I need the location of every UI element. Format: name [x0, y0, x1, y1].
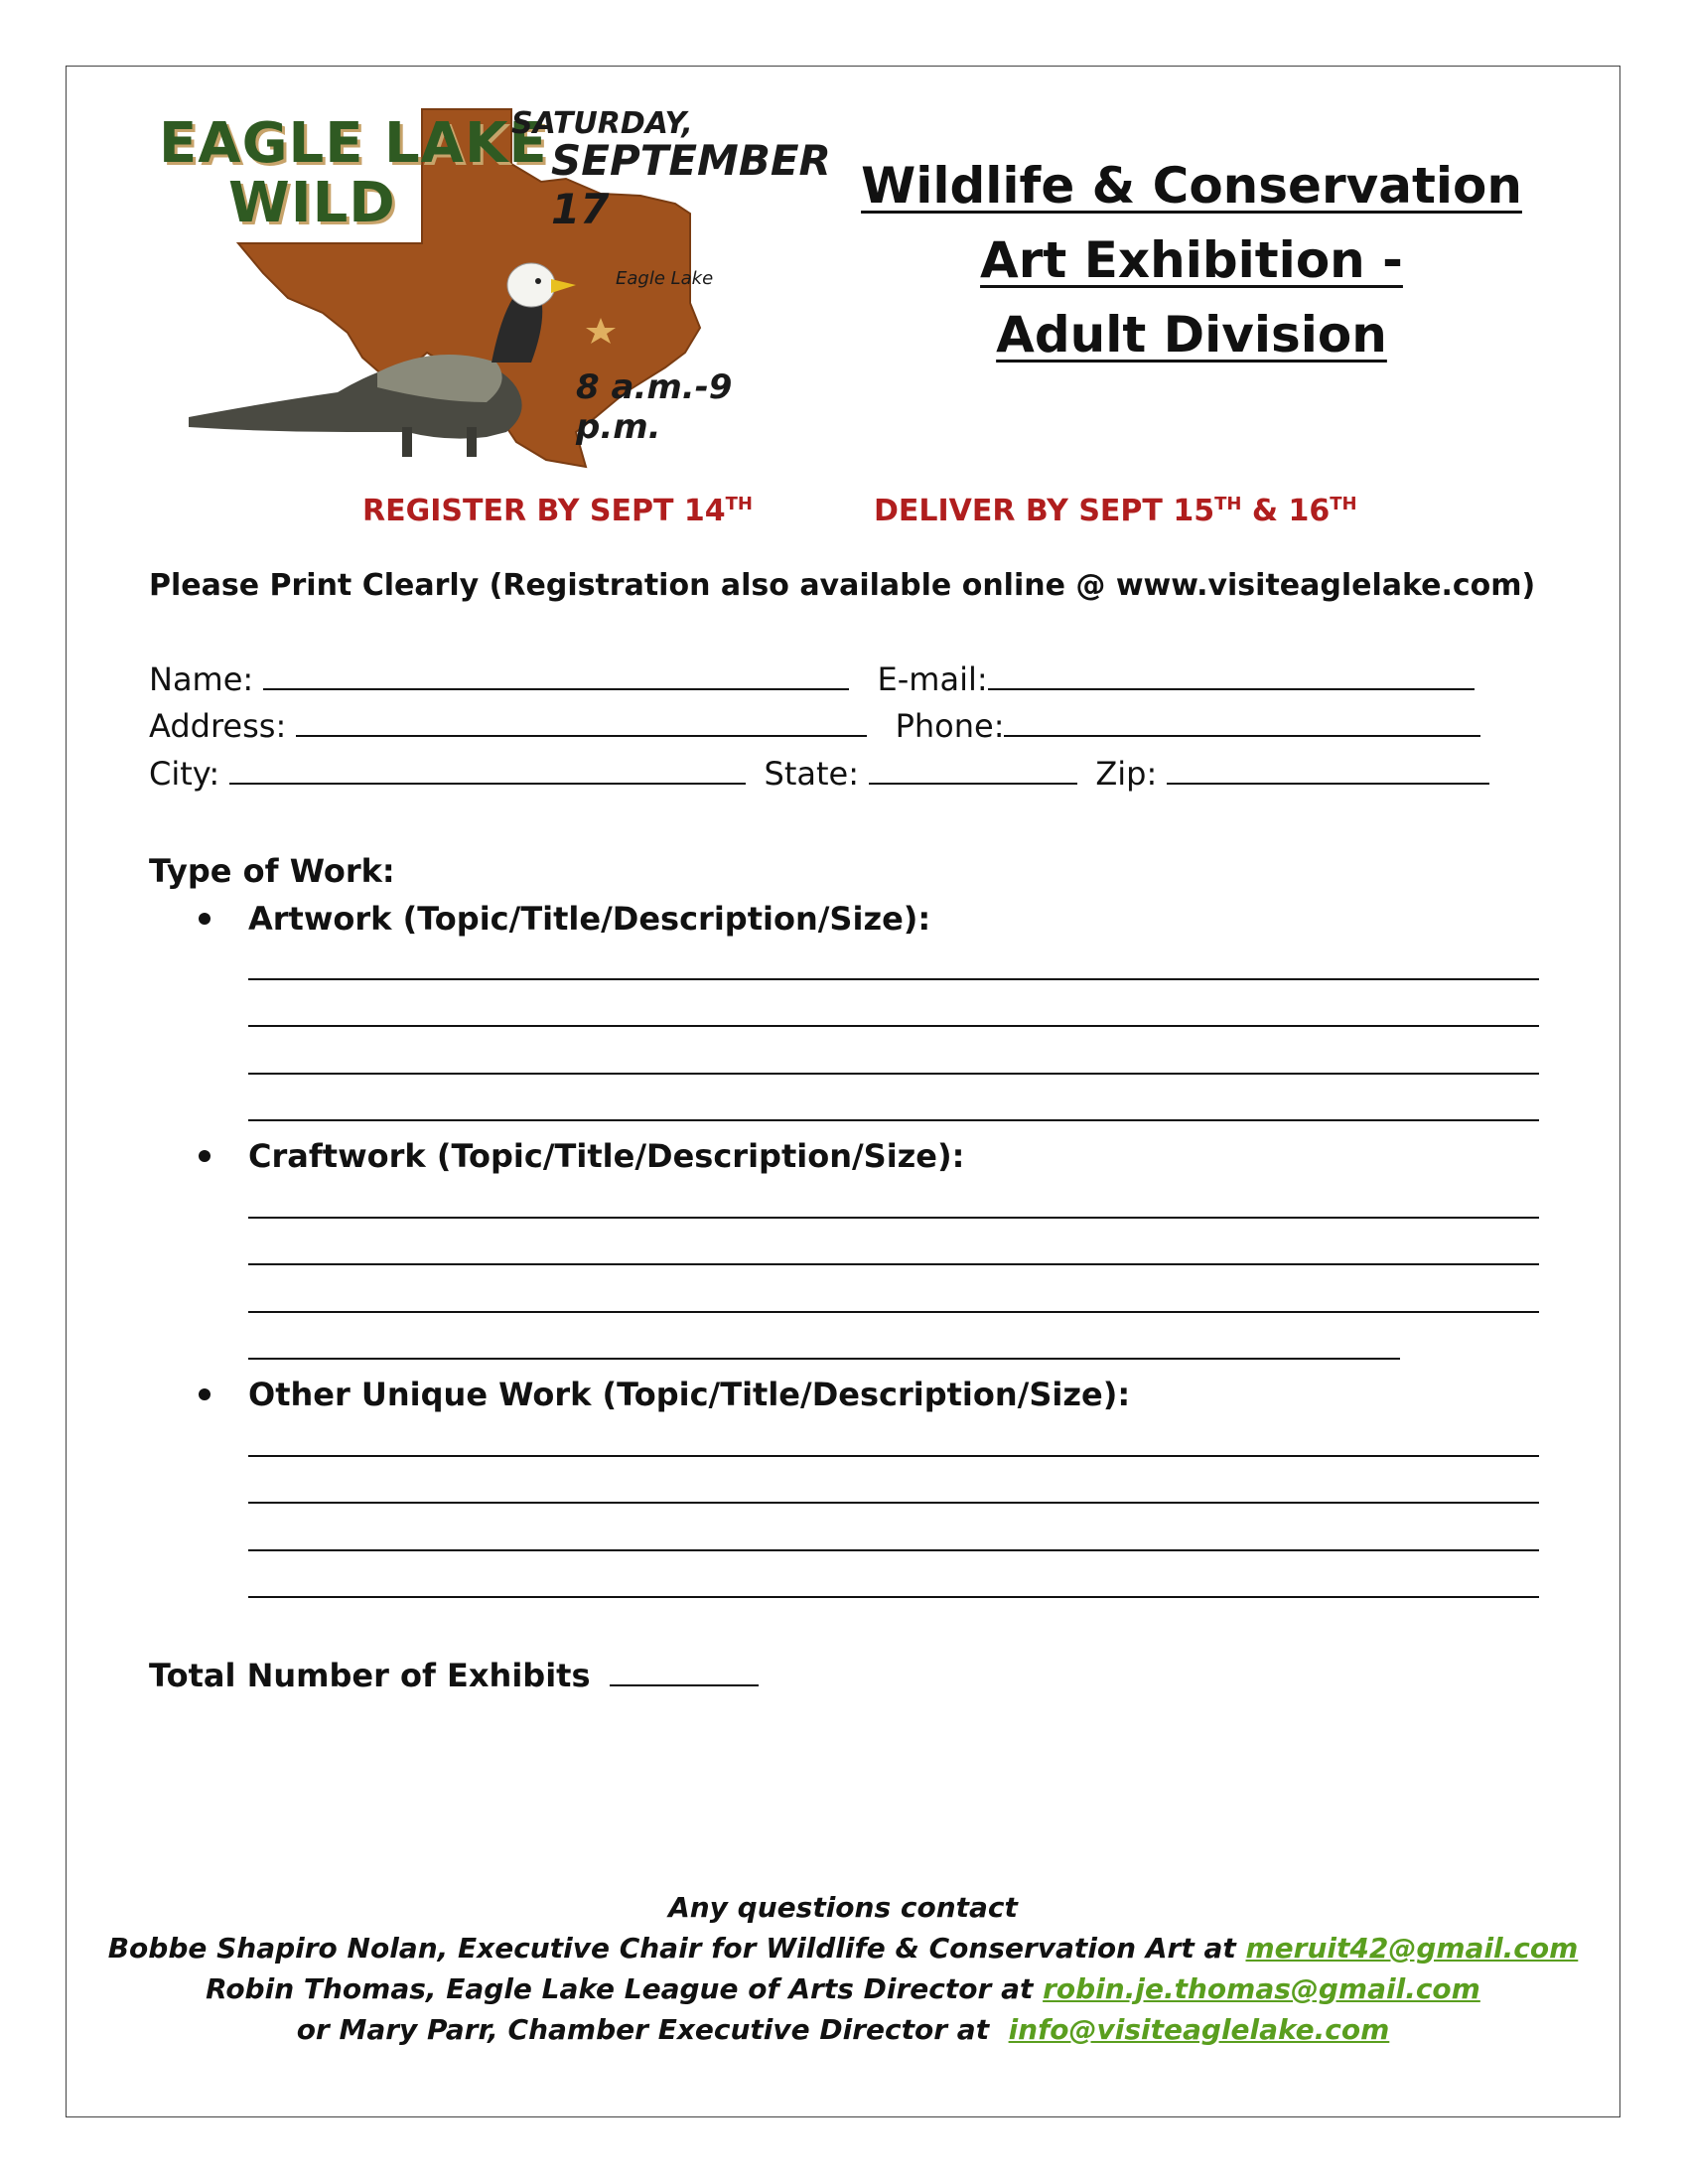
email-label: E-mail: [877, 660, 988, 698]
city-label: City: [149, 755, 220, 793]
state-field[interactable] [869, 755, 1077, 785]
address-label: Address: [149, 707, 287, 745]
artwork-line[interactable] [248, 1119, 1539, 1121]
state-label: State: [764, 755, 859, 793]
other-work-line[interactable] [248, 1596, 1539, 1598]
contact-line: or Mary Parr, Chamber Executive Director at info@visiteaglelake.com [296, 2013, 1390, 2046]
contact-heading: Any questions contact [668, 1891, 1018, 1924]
other-work-heading: Other Unique Work (Topic/Title/Description/Size): [248, 1376, 1131, 1413]
artwork-line[interactable] [248, 1025, 1539, 1027]
city-state-zip-row [149, 755, 1489, 793]
artwork-heading: Artwork (Topic/Title/Description/Size): [248, 900, 931, 938]
zip-field[interactable] [1167, 755, 1489, 785]
email-link[interactable]: meruit42@gmail.com [1245, 1932, 1579, 1965]
logo-hours: 8 a.m.-9 p.m. [576, 367, 733, 447]
event-logo [149, 104, 831, 472]
bullet-icon [199, 1388, 211, 1400]
logo-title-line2: WILD [228, 171, 396, 235]
artwork-line[interactable] [248, 1073, 1539, 1075]
zip-label: Zip: [1095, 755, 1158, 793]
email-link[interactable]: info@visiteaglelake.com [1008, 2013, 1390, 2046]
craftwork-line[interactable] [248, 1358, 1400, 1360]
title-line2: Art Exhibition - [980, 231, 1403, 289]
address-field[interactable] [296, 707, 867, 737]
other-work-line[interactable] [248, 1549, 1539, 1551]
phone-label: Phone: [895, 707, 1005, 745]
bullet-icon [199, 913, 211, 925]
type-of-work-heading: Type of Work: [149, 852, 395, 890]
name-label: Name: [149, 660, 254, 698]
city-field[interactable] [229, 755, 746, 785]
contact-line: Robin Thomas, Eagle Lake League of Arts Director at robin.je.thomas@gmail.com [206, 1972, 1480, 2005]
logo-title-line1: EAGLE LAKE [159, 111, 548, 176]
total-exhibits-field[interactable] [610, 1657, 759, 1686]
bullet-icon [199, 1150, 211, 1162]
contact-line: Bobbe Shapiro Nolan, Executive Chair for Wildlife & Conservation Art at meruit42@gmail.com [107, 1932, 1579, 1965]
craftwork-line[interactable] [248, 1217, 1539, 1219]
total-exhibits-row [149, 1657, 759, 1694]
other-work-line[interactable] [248, 1502, 1539, 1504]
logo-map-label: Eagle Lake [616, 268, 714, 289]
artwork-line[interactable] [248, 978, 1539, 980]
name-field[interactable] [263, 660, 849, 690]
logo-date: SEPTEMBER 17 [551, 136, 831, 233]
register-deadline: REGISTER BY SEPT 14TH [362, 494, 753, 528]
other-work-line[interactable] [248, 1455, 1539, 1457]
email-link[interactable]: robin.je.thomas@gmail.com [1043, 1972, 1480, 2005]
deliver-deadline: DELIVER BY SEPT 15TH & 16TH [874, 494, 1357, 528]
page-title [794, 149, 1589, 372]
title-line1: Wildlife & Conservation [861, 157, 1522, 215]
logo-date-day: SATURDAY, [511, 106, 693, 141]
phone-field[interactable] [1004, 707, 1480, 737]
email-field[interactable] [988, 660, 1475, 690]
craftwork-line[interactable] [248, 1311, 1539, 1313]
name-email-row [149, 660, 1475, 698]
contact-block [66, 1887, 1620, 2050]
craftwork-heading: Craftwork (Topic/Title/Description/Size): [248, 1137, 965, 1175]
print-clearly-note: Please Print Clearly (Registration also available online @ www.visiteaglelake.com) [149, 568, 1536, 603]
address-phone-row [149, 707, 1480, 745]
title-line3: Adult Division [996, 306, 1387, 364]
craftwork-line[interactable] [248, 1263, 1539, 1265]
total-exhibits-label: Total Number of Exhibits [149, 1657, 591, 1694]
